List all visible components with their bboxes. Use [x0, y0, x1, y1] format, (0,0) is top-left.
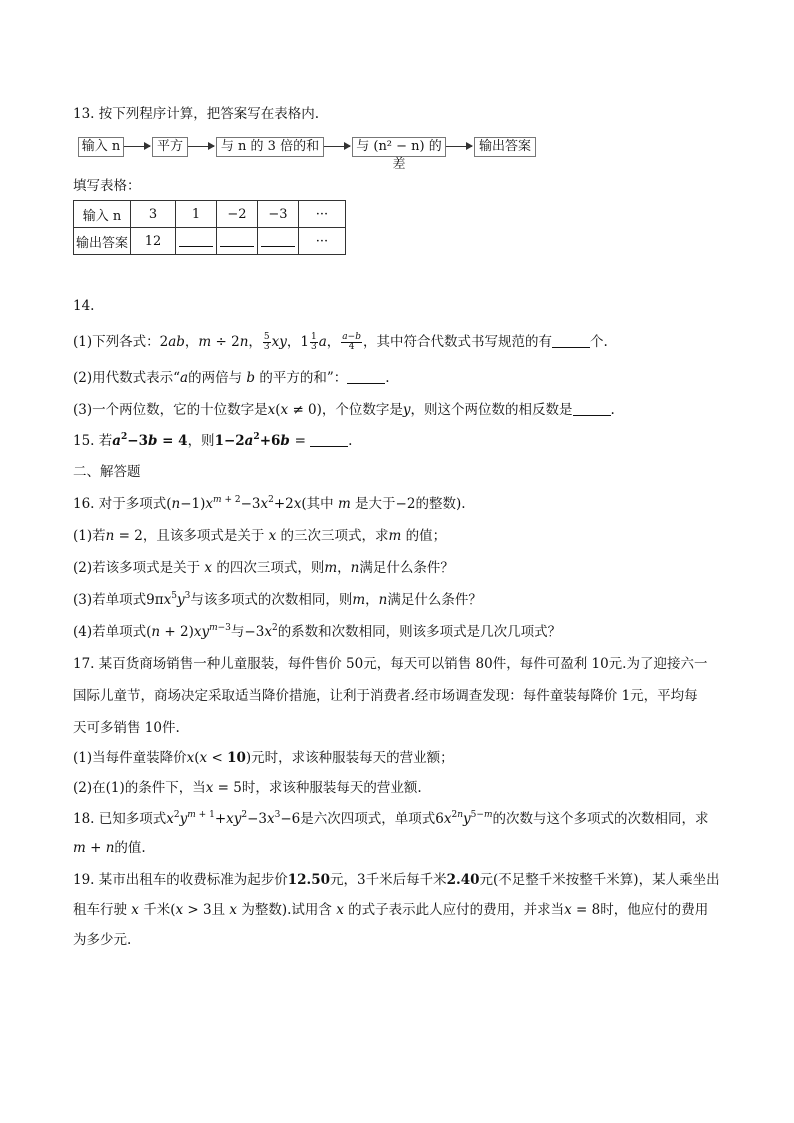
text: (1)若	[73, 528, 106, 544]
answer-blank[interactable]	[573, 401, 611, 416]
text: 元，3千米后每千米	[330, 872, 447, 888]
text: 的两倍与	[188, 370, 243, 386]
table-cell: 输入 n	[74, 201, 131, 228]
q17-line3: 天可多销售 10件.	[73, 720, 180, 736]
table-row	[74, 201, 346, 228]
text: 个.	[589, 334, 608, 350]
text: ，个位数字是	[321, 402, 403, 418]
text: = 2，且该多项式是关于	[118, 528, 265, 544]
table-cell: 输出答案	[74, 228, 131, 255]
q19-line2: 租车行驶 x 千米(x > 3且 x 为整数).试用含 x 的式子表示此人应付的费用，并求当x = 8时，他应付的费用	[73, 902, 709, 918]
q16-part3: (3)若单项式$9\pi x^5y^3$与该多项式的次数相同，则m，n满足什么条件？	[73, 590, 482, 608]
q14-part3: (3)一个两位数，它的十位数字是x(x ≠ 0)，个位数字是y，则这个两位数的相反数是 .	[73, 402, 615, 418]
text: (3)若单项式9π	[73, 592, 164, 608]
text: (4)若单项式(	[73, 624, 152, 640]
text: 16. 对于多项式(	[73, 496, 172, 512]
flow-arrow	[446, 146, 472, 147]
text: 的值.	[114, 840, 146, 856]
flow-box-square: 平方	[152, 137, 188, 157]
text: 千米(	[143, 902, 176, 918]
q14-part1: (1)下列各式：2ab，m ÷ 2n， $\frac{5}{3}$ xy，1 $\frac{1}{3}$ a， $\frac{a-b}{4}$ ，其中符合代数式书写规范的有 个.	[73, 332, 608, 352]
q17-line1: 17. 某百货商场销售一种儿童服装，每件售价 50元，每天可以销售 80件，每件可盈利 10元.为了迎接六一	[73, 656, 708, 672]
text: 18. 已知多项式	[73, 811, 167, 827]
answer-table	[73, 200, 346, 255]
flow-arrow	[124, 146, 150, 147]
flow-box-sum: 与 n 的 3 倍的和	[216, 137, 324, 157]
table-cell: 3	[131, 201, 176, 228]
flow-box-input: 输入 n	[78, 137, 124, 157]
text: 的值；	[405, 528, 447, 544]
table-cell: −3	[258, 201, 299, 228]
text: 的式子表示此人应付的费用，并求当	[348, 902, 565, 918]
text: (3)一个两位数，它的十位数字是	[73, 402, 268, 418]
text: 与该多项式的次数相同，则	[190, 592, 353, 608]
q18-line2: m + n的值.	[73, 840, 146, 856]
answer-blank[interactable]	[552, 333, 590, 348]
text: ，其中符合代数式书写规范的有	[362, 334, 552, 350]
text: (2)用代数式表示“	[73, 370, 181, 386]
q17-part1: (1)当每件童装降价x(x < 10)元时，求该种服装每天的营业额；	[73, 750, 454, 766]
table-cell-blank[interactable]	[217, 228, 258, 255]
answer-blank[interactable]	[310, 432, 348, 447]
text: 的平方的和”：	[259, 370, 348, 386]
table-cell-blank[interactable]	[176, 228, 217, 255]
text: 的次数与这个多项式的次数相同，求	[492, 811, 709, 827]
text: 的三次三项式，求	[280, 528, 389, 544]
text: ，则这个两位数的相反数是	[410, 402, 573, 418]
q14-number: 14.	[73, 298, 95, 314]
text: 的四次三项式，则	[216, 560, 325, 576]
text: 19. 某市出租车的收费标准为起步价	[73, 872, 288, 888]
q16-part1: (1)若n = 2，且该多项式是关于 x 的三次三项式，求m 的值；	[73, 528, 447, 544]
q16-stem: 16. 对于多项式$(n-1)x^{m + 2}-3x^2+2x$(其中 m 是大于−2的整数).	[73, 494, 466, 512]
text: (1)下列各式：2	[73, 334, 169, 350]
flow-arrow	[188, 146, 214, 147]
flow-box-diff: 与 (n² − n) 的差	[352, 137, 446, 157]
table-cell-blank[interactable]	[258, 228, 299, 255]
text: =	[294, 433, 306, 449]
text: 的系数和次数相同，则该多项式是几次几项式？	[277, 624, 562, 640]
text: 元时，求该种服装每天的营业额；	[251, 750, 454, 766]
q15: 15. 若$a^2-3b = 4$，则$1-2a^2+6b$ = .	[73, 431, 353, 449]
table-caption: 填写表格：	[73, 178, 141, 194]
flow-box-output: 输出答案	[474, 137, 536, 157]
table-cell: 1	[176, 201, 217, 228]
text: 时，求该种服装每天的营业额.	[241, 780, 422, 796]
q17-line2: 国际儿童节，商场决定采取适当降价措施，让利于消费者.经市场调查发现：每件童装每降价 1元，平均每	[73, 688, 698, 704]
table-cell: ···	[299, 201, 346, 228]
q16-part4: (4)若单项式$(n + 2)xy^{m-3}$与$-3x^2$的系数和次数相同，则该多项式是几次几项式？	[73, 622, 562, 640]
text: (2)若该多项式是关于	[73, 560, 201, 576]
text: ，则	[187, 433, 215, 449]
table-cell: ···	[299, 228, 346, 255]
text: 满足什么条件？	[387, 592, 482, 608]
q16-part2: (2)若该多项式是关于 x 的四次三项式，则m，n满足什么条件？	[73, 560, 454, 576]
text: 是大于−2的整数).	[355, 496, 466, 512]
q19-line1: 19. 某市出租车的收费标准为起步价12.50元，3千米后每千米2.40元(不足整千米按整千米算)，某人乘坐出	[73, 872, 720, 888]
answer-blank[interactable]	[347, 369, 385, 384]
q17-part2: (2)在(1)的条件下，当x = 5时，求该种服装每天的营业额.	[73, 780, 422, 796]
text: 元(不足整千米按整千米算)，某人乘坐出	[479, 872, 720, 888]
text: 15. 若	[73, 433, 113, 449]
text: 是六次四项式，单项式	[300, 811, 436, 827]
q14-part2: (2)用代数式表示“a的两倍与 b 的平方的和”： .	[73, 370, 390, 386]
table-cell: −2	[217, 201, 258, 228]
q13-title: 13. 按下列程序计算，把答案写在表格内.	[73, 106, 320, 122]
text: 时，他应付的费用	[600, 902, 709, 918]
table-cell: 12	[131, 228, 176, 255]
flow-arrow	[324, 146, 350, 147]
text: 为整数).试用含	[241, 902, 332, 918]
text: 租车行驶	[73, 902, 127, 918]
section-heading: 二、解答题	[73, 464, 141, 480]
table-row	[74, 228, 346, 255]
q18-line1: 18. 已知多项式$x^2y^{m + 1}+xy^2-3x^3-6$是六次四项式，单项式$6x^{2n}y^{5-m}$的次数与这个多项式的次数相同，求	[73, 809, 709, 827]
text: (2)在(1)的条件下，当	[73, 780, 206, 796]
q19-line3: 为多少元.	[73, 932, 132, 948]
text: 满足什么条件？	[359, 560, 454, 576]
text: (1)当每件童装降价	[73, 750, 187, 766]
